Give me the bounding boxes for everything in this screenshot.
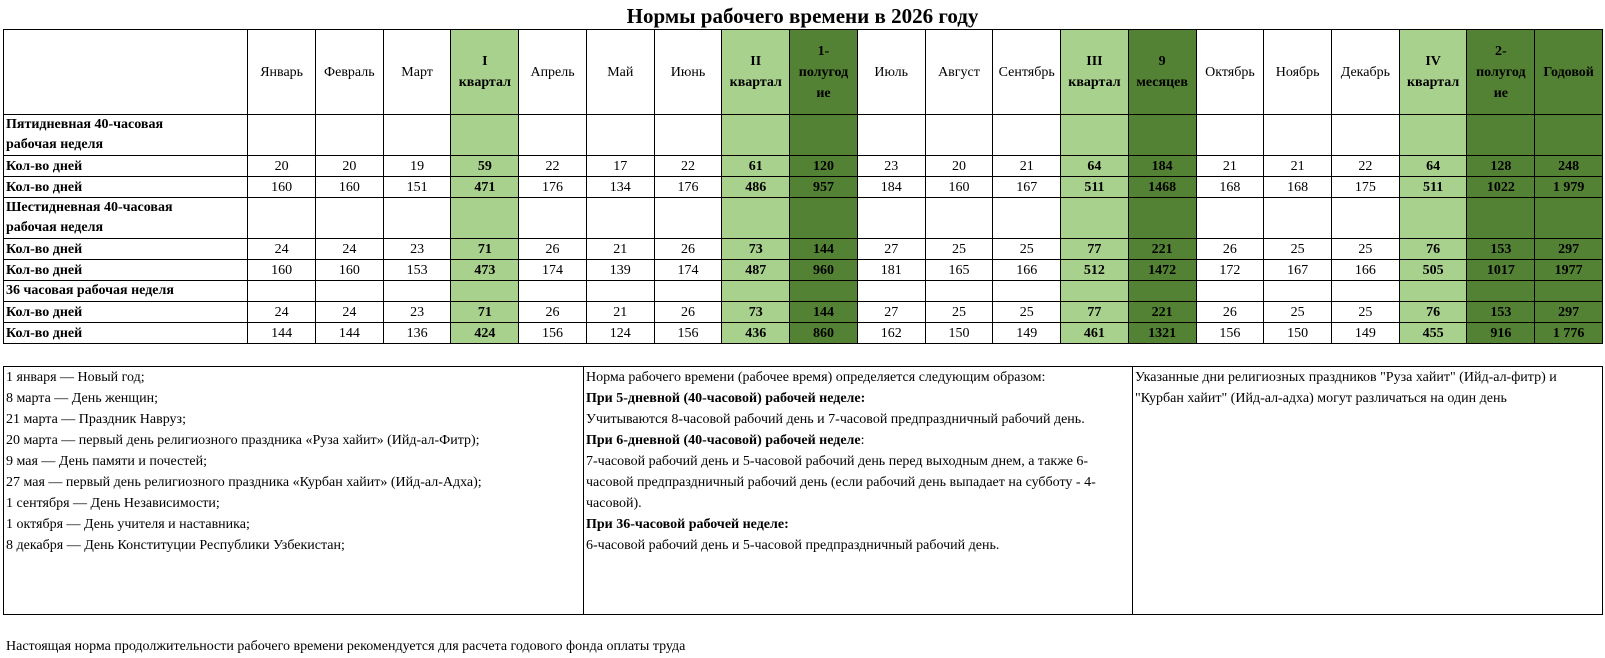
value-cell: 156 [519, 323, 587, 344]
empty-cell [722, 198, 790, 239]
value-cell: 1472 [1128, 260, 1196, 281]
religious-note-text: Указанные дни религиозных праздников "Руза хайит" (Ийд-ал-фитр) и "Курбан хайит" (Ийд-ал-адха) могут различаться на один день [1135, 370, 1557, 406]
value-cell: 160 [248, 177, 316, 198]
value-cell: 473 [451, 260, 519, 281]
empty-cell [1332, 115, 1400, 156]
empty-cell [586, 198, 654, 239]
section-title-text: 36 часовая рабочая неделя [6, 283, 174, 298]
norm-suffix: : [860, 433, 865, 448]
holiday-item: 1 сентября — День Независимости; [6, 496, 220, 511]
value-cell: 61 [722, 156, 790, 177]
section-title [4, 281, 248, 302]
value-cell: 162 [857, 323, 925, 344]
value-cell: 151 [383, 177, 451, 198]
empty-cell [722, 115, 790, 156]
value-cell: 17 [586, 156, 654, 177]
column-header [383, 30, 451, 115]
empty-cell [315, 281, 383, 302]
column-header-text: Август [938, 64, 980, 80]
value-cell: 174 [654, 260, 722, 281]
value-cell: 221 [1128, 239, 1196, 260]
column-header [1128, 30, 1196, 115]
value-cell: 160 [248, 260, 316, 281]
empty-cell [248, 281, 316, 302]
empty-cell [1399, 281, 1467, 302]
table-row [4, 323, 1603, 344]
value-cell: 24 [315, 239, 383, 260]
value-cell: 22 [519, 156, 587, 177]
value-cell: 167 [993, 177, 1061, 198]
row-label: Кол-во дней [4, 156, 248, 177]
norm-line: При 5-дневной (40-часовой) рабочей неделе: [586, 391, 866, 406]
value-cell: 77 [1061, 302, 1129, 323]
value-cell: 1977 [1535, 260, 1603, 281]
value-cell: 25 [1332, 239, 1400, 260]
empty-cell [519, 198, 587, 239]
value-cell: 25 [993, 239, 1061, 260]
value-cell: 26 [654, 302, 722, 323]
empty-cell [857, 281, 925, 302]
value-cell: 1321 [1128, 323, 1196, 344]
value-cell: 166 [1332, 260, 1400, 281]
column-header-text: квартал [458, 75, 511, 90]
header-row [4, 30, 1603, 115]
empty-cell [1467, 281, 1535, 302]
column-header-text: Февраль [324, 64, 375, 80]
value-cell: 149 [993, 323, 1061, 344]
value-cell: 150 [1264, 323, 1332, 344]
row-label: Кол-во дней [4, 323, 248, 344]
value-cell: 21 [1264, 156, 1332, 177]
value-cell: 436 [722, 323, 790, 344]
value-cell: 486 [722, 177, 790, 198]
value-cell: 25 [925, 302, 993, 323]
value-cell: 175 [1332, 177, 1400, 198]
empty-cell [790, 198, 858, 239]
value-cell: 25 [925, 239, 993, 260]
value-cell: 23 [383, 302, 451, 323]
holiday-item: 21 марта — Праздник Навруз; [6, 412, 186, 427]
work-hours-table [3, 29, 1603, 344]
value-cell: 149 [1332, 323, 1400, 344]
column-header-text: Июль [874, 64, 909, 80]
holiday-item: 8 декабря — День Конституции Республики Узбекистан; [6, 538, 345, 553]
empty-cell [1128, 198, 1196, 239]
column-header-text: квартал [729, 75, 782, 90]
empty-cell [315, 115, 383, 156]
empty-cell [1399, 198, 1467, 239]
value-cell: 297 [1535, 302, 1603, 323]
empty-cell [1264, 281, 1332, 302]
value-cell: 76 [1399, 239, 1467, 260]
norm-text [586, 535, 1130, 556]
value-cell: 248 [1535, 156, 1603, 177]
section-title-text: Шестидневная 40-часовая [6, 200, 173, 215]
empty-cell [1128, 281, 1196, 302]
empty-cell [790, 281, 858, 302]
value-cell: 184 [1128, 156, 1196, 177]
value-cell: 26 [1196, 239, 1264, 260]
row-label: Кол-во дней [4, 260, 248, 281]
empty-cell [1467, 198, 1535, 239]
value-cell: 181 [857, 260, 925, 281]
table-row [4, 239, 1603, 260]
value-cell: 25 [1332, 302, 1400, 323]
column-header-text: 9 [1158, 54, 1166, 69]
empty-cell [1196, 198, 1264, 239]
value-cell: 134 [586, 177, 654, 198]
empty-cell [654, 198, 722, 239]
column-header [857, 30, 925, 115]
column-header [1061, 30, 1129, 115]
value-cell: 71 [451, 239, 519, 260]
empty-cell [1467, 115, 1535, 156]
norm-text [586, 367, 1130, 388]
empty-cell [925, 198, 993, 239]
column-header-text: Ноябрь [1275, 64, 1320, 80]
value-cell: 27 [857, 302, 925, 323]
empty-cell [1128, 115, 1196, 156]
empty-cell [315, 198, 383, 239]
empty-cell [790, 115, 858, 156]
column-header [519, 30, 587, 115]
value-cell: 167 [1264, 260, 1332, 281]
column-header [1399, 30, 1467, 115]
table-row [4, 260, 1603, 281]
page-title: Нормы рабочего времени в 2026 году [626, 4, 979, 28]
value-cell: 22 [1332, 156, 1400, 177]
empty-cell [1399, 115, 1467, 156]
value-cell: 455 [1399, 323, 1467, 344]
value-cell: 21 [1196, 156, 1264, 177]
empty-cell [1196, 115, 1264, 156]
empty-cell [383, 198, 451, 239]
value-cell: 1017 [1467, 260, 1535, 281]
norm-line: При 6-дневной (40-часовой) рабочей неделе [586, 433, 861, 448]
section-row [4, 281, 1603, 302]
value-cell: 59 [451, 156, 519, 177]
row-label: Кол-во дней [4, 302, 248, 323]
section-title [4, 115, 248, 156]
value-cell: 21 [586, 239, 654, 260]
value-cell: 153 [1467, 239, 1535, 260]
empty-cell [1332, 281, 1400, 302]
value-cell: 20 [315, 156, 383, 177]
empty-cell [1332, 198, 1400, 239]
value-cell: 128 [1467, 156, 1535, 177]
empty-cell [993, 115, 1061, 156]
value-cell: 184 [857, 177, 925, 198]
norm-heading [586, 430, 1130, 451]
value-cell: 1468 [1128, 177, 1196, 198]
column-header-text: III [1086, 54, 1103, 69]
value-cell: 221 [1128, 302, 1196, 323]
value-cell: 21 [586, 302, 654, 323]
column-header [790, 30, 858, 115]
column-header [1535, 30, 1603, 115]
value-cell: 511 [1399, 177, 1467, 198]
value-cell: 487 [722, 260, 790, 281]
value-cell: 21 [993, 156, 1061, 177]
norm-heading [586, 388, 1130, 409]
value-cell: 19 [383, 156, 451, 177]
section-row [4, 198, 1603, 239]
empty-cell [925, 115, 993, 156]
value-cell: 511 [1061, 177, 1129, 198]
value-cell: 27 [857, 239, 925, 260]
footer-note: Настоящая норма продолжительности рабочего времени рекомендуется для расчета годового фонда оплаты труда [6, 639, 686, 654]
column-header-text: Годовой [1543, 64, 1594, 80]
holiday-item: 20 марта — первый день религиозного праздника «Руза хайит» (Ийд-ал-Фитр); [6, 433, 480, 448]
value-cell: 168 [1196, 177, 1264, 198]
empty-cell [451, 198, 519, 239]
column-header-text: полугод [798, 64, 849, 80]
column-header [1332, 30, 1400, 115]
empty-cell [1061, 115, 1129, 156]
value-cell: 176 [519, 177, 587, 198]
value-cell: 1 979 [1535, 177, 1603, 198]
column-header-text: квартал [1406, 75, 1460, 90]
empty-cell [586, 281, 654, 302]
empty-cell [383, 281, 451, 302]
row-label: Кол-во дней [4, 177, 248, 198]
value-cell: 172 [1196, 260, 1264, 281]
value-cell: 139 [586, 260, 654, 281]
empty-cell [1061, 281, 1129, 302]
column-header-text: IV [1425, 54, 1441, 69]
value-cell: 25 [993, 302, 1061, 323]
column-header [586, 30, 654, 115]
section-title-text: Пятидневная 40-часовая [6, 117, 164, 132]
section-title [4, 198, 248, 239]
value-cell: 26 [519, 302, 587, 323]
column-header-text: ие [816, 85, 831, 101]
norm-text [586, 451, 1130, 514]
empty-cell [248, 198, 316, 239]
holiday-item: 1 января — Новый год; [6, 370, 145, 385]
row-label: Кол-во дней [4, 239, 248, 260]
column-header-text: квартал [1068, 75, 1121, 90]
empty-cell [925, 281, 993, 302]
column-header [925, 30, 993, 115]
value-cell: 73 [722, 302, 790, 323]
column-header-text: месяцев [1136, 75, 1188, 90]
section-row [4, 115, 1603, 156]
value-cell: 160 [925, 177, 993, 198]
value-cell: 860 [790, 323, 858, 344]
norm-line: Норма рабочего времени (рабочее время) определяется следующим образом: [586, 370, 1046, 385]
value-cell: 512 [1061, 260, 1129, 281]
table-row [4, 177, 1603, 198]
value-cell: 160 [315, 177, 383, 198]
value-cell: 20 [925, 156, 993, 177]
empty-cell [1196, 281, 1264, 302]
empty-cell [1535, 198, 1603, 239]
value-cell: 124 [586, 323, 654, 344]
holiday-item: 27 мая — первый день религиозного праздника «Курбан хайит» (Ийд-ал-Адха); [6, 475, 482, 490]
value-cell: 424 [451, 323, 519, 344]
value-cell: 1 776 [1535, 323, 1603, 344]
norm-info-box [583, 366, 1133, 615]
column-header-text: Июнь [670, 64, 706, 80]
holiday-item: 1 октября — День учителя и наставника; [6, 517, 250, 532]
empty-cell [451, 115, 519, 156]
value-cell: 25 [1264, 239, 1332, 260]
holiday-item: 8 марта — День женщин; [6, 391, 158, 406]
column-header [1467, 30, 1535, 115]
value-cell: 297 [1535, 239, 1603, 260]
value-cell: 136 [383, 323, 451, 344]
column-header-text: 2- [1495, 43, 1507, 59]
value-cell: 26 [1196, 302, 1264, 323]
corner-cell [4, 30, 248, 115]
column-header-text: Январь [260, 64, 304, 80]
value-cell: 20 [248, 156, 316, 177]
value-cell: 165 [925, 260, 993, 281]
value-cell: 144 [248, 323, 316, 344]
value-cell: 153 [383, 260, 451, 281]
value-cell: 461 [1061, 323, 1129, 344]
value-cell: 160 [315, 260, 383, 281]
value-cell: 76 [1399, 302, 1467, 323]
column-header [654, 30, 722, 115]
value-cell: 25 [1264, 302, 1332, 323]
value-cell: 77 [1061, 239, 1129, 260]
column-header [248, 30, 316, 115]
column-header [1196, 30, 1264, 115]
column-header-text: Октябрь [1205, 64, 1255, 80]
value-cell: 1022 [1467, 177, 1535, 198]
column-header-text: Май [607, 64, 634, 80]
norm-line: Учитываются 8-часовой рабочий день и 7-часовой предпраздничный рабочий день. [586, 412, 1085, 427]
value-cell: 144 [315, 323, 383, 344]
column-header-text: Сентябрь [998, 64, 1055, 80]
value-cell: 156 [1196, 323, 1264, 344]
column-header [451, 30, 519, 115]
empty-cell [383, 115, 451, 156]
value-cell: 24 [248, 302, 316, 323]
empty-cell [1061, 198, 1129, 239]
empty-cell [451, 281, 519, 302]
table-row [4, 156, 1603, 177]
value-cell: 64 [1399, 156, 1467, 177]
empty-cell [654, 281, 722, 302]
value-cell: 156 [654, 323, 722, 344]
column-header-text: I [482, 54, 488, 69]
empty-cell [519, 281, 587, 302]
value-cell: 174 [519, 260, 587, 281]
value-cell: 24 [248, 239, 316, 260]
value-cell: 916 [1467, 323, 1535, 344]
column-header-text: ие [1493, 85, 1508, 101]
holiday-item: 9 мая — День памяти и почестей; [6, 454, 207, 469]
section-title-text: рабочая неделя [6, 220, 104, 235]
value-cell: 64 [1061, 156, 1129, 177]
religious-note-box [1132, 366, 1603, 615]
value-cell: 168 [1264, 177, 1332, 198]
value-cell: 150 [925, 323, 993, 344]
norm-line: 6-часовой рабочий день и 5-часовой предпраздничный рабочий день. [586, 538, 1000, 553]
empty-cell [586, 115, 654, 156]
empty-cell [248, 115, 316, 156]
empty-cell [857, 198, 925, 239]
norm-text [586, 409, 1130, 430]
empty-cell [857, 115, 925, 156]
empty-cell [993, 281, 1061, 302]
column-header [993, 30, 1061, 115]
empty-cell [1264, 198, 1332, 239]
section-title-text: рабочая неделя [6, 137, 104, 152]
value-cell: 120 [790, 156, 858, 177]
empty-cell [654, 115, 722, 156]
empty-cell [1264, 115, 1332, 156]
empty-cell [1535, 115, 1603, 156]
value-cell: 23 [857, 156, 925, 177]
value-cell: 73 [722, 239, 790, 260]
value-cell: 166 [993, 260, 1061, 281]
column-header-text: Апрель [530, 64, 575, 80]
value-cell: 176 [654, 177, 722, 198]
value-cell: 505 [1399, 260, 1467, 281]
holidays-list [3, 366, 584, 615]
value-cell: 960 [790, 260, 858, 281]
value-cell: 144 [790, 302, 858, 323]
norm-heading [586, 514, 1130, 535]
value-cell: 22 [654, 156, 722, 177]
value-cell: 24 [315, 302, 383, 323]
norm-line: При 36-часовой рабочей неделе: [586, 517, 789, 532]
column-header-text: Март [401, 64, 433, 80]
value-cell: 71 [451, 302, 519, 323]
value-cell: 957 [790, 177, 858, 198]
empty-cell [722, 281, 790, 302]
value-cell: 26 [519, 239, 587, 260]
column-header-text: Декабрь [1340, 64, 1390, 80]
norm-line: 7-часовой рабочий день и 5-часовой рабочий день перед выходным днем, а также 6-часовой предпраздничный рабочий день (если рабочий день выпадает на субботу - 4-часовой). [586, 454, 1096, 511]
empty-cell [993, 198, 1061, 239]
empty-cell [1535, 281, 1603, 302]
column-header-text: полугод [1476, 64, 1526, 80]
value-cell: 23 [383, 239, 451, 260]
value-cell: 153 [1467, 302, 1535, 323]
value-cell: 26 [654, 239, 722, 260]
value-cell: 471 [451, 177, 519, 198]
column-header-text: 1- [817, 43, 830, 59]
column-header [1264, 30, 1332, 115]
column-header [722, 30, 790, 115]
value-cell: 144 [790, 239, 858, 260]
column-header [315, 30, 383, 115]
column-header-text: II [750, 54, 762, 69]
empty-cell [519, 115, 587, 156]
table-row [4, 302, 1603, 323]
